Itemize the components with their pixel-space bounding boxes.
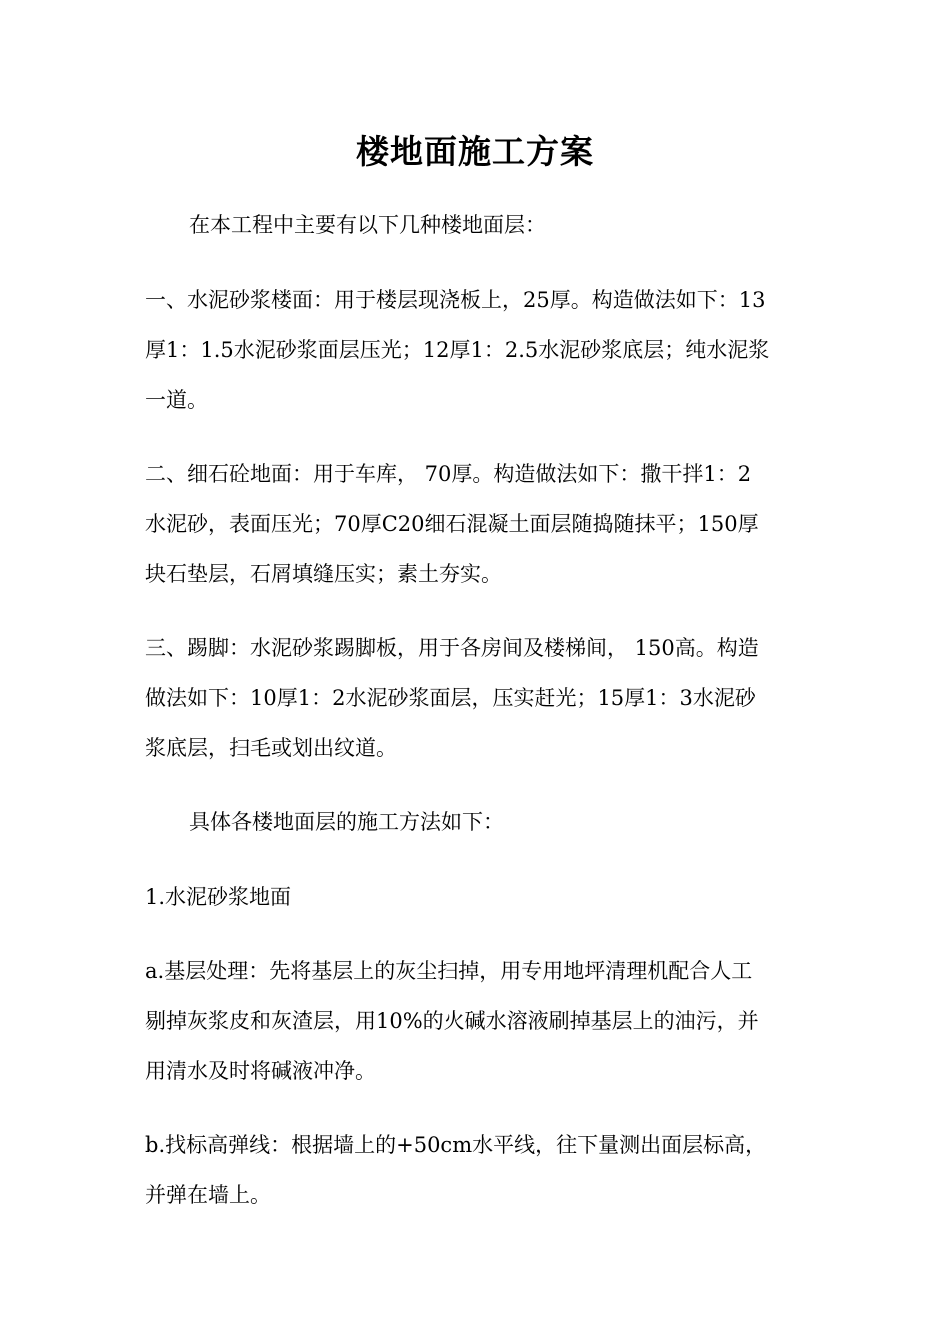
step-b-line-2: 并弹在墙上。 bbox=[145, 1183, 271, 1207]
item-1-line-1: 一、水泥砂浆楼面：用于楼层现浇板上，25厚。构造做法如下：13 bbox=[145, 288, 766, 312]
item-2-line-1: 二、细石砼地面：用于车库， 70厚。构造做法如下：撒干拌1：2 bbox=[145, 462, 752, 486]
item-2-line-3: 块石垫层，石屑填缝压实；素土夯实。 bbox=[145, 562, 502, 586]
item-3-line-1: 三、踢脚：水泥砂浆踢脚板，用于各房间及楼梯间， 150高。构造 bbox=[145, 636, 759, 660]
item-3-line-2: 做法如下：10厚1：2水泥砂浆面层，压实赶光；15厚1：3水泥砂 bbox=[145, 686, 756, 710]
item-3-paragraph bbox=[145, 623, 807, 773]
step-a-line-1: a.基层处理：先将基层上的灰尘扫掉，用专用地坪清理机配合人工 bbox=[145, 959, 753, 983]
step-a-line-2: 剔掉灰浆皮和灰渣层，用10%的火碱水溶液刷掉基层上的油污，并 bbox=[145, 1009, 759, 1033]
item-1-line-2: 厚1：1.5水泥砂浆面层压光；12厚1：2.5水泥砂浆底层；纯水泥浆 bbox=[145, 338, 770, 362]
step-a-line-3: 用清水及时将碱液冲净。 bbox=[145, 1059, 376, 1083]
methods-intro-paragraph bbox=[145, 797, 807, 847]
intro-text: 在本工程中主要有以下几种楼地面层： bbox=[189, 213, 546, 237]
item-1-paragraph bbox=[145, 275, 807, 425]
step-b-paragraph bbox=[145, 1120, 807, 1220]
step-b-line-1: b.找标高弹线：根据墙上的+50cm水平线，往下量测出面层标高， bbox=[145, 1133, 767, 1157]
intro-paragraph bbox=[145, 200, 807, 250]
section-1-heading bbox=[145, 872, 807, 922]
methods-intro-text: 具体各楼地面层的施工方法如下： bbox=[189, 810, 504, 834]
item-1-line-3: 一道。 bbox=[145, 388, 208, 412]
step-a-paragraph bbox=[145, 946, 807, 1096]
item-3-line-3: 浆底层，扫毛或划出纹道。 bbox=[145, 736, 397, 760]
document-title: 楼地面施工方案 bbox=[356, 132, 594, 171]
item-2-line-2: 水泥砂，表面压光；70厚C20细石混凝土面层随捣随抹平；150厚 bbox=[145, 512, 759, 536]
item-2-paragraph bbox=[145, 449, 807, 599]
section-1-heading-text: 1.水泥砂浆地面 bbox=[145, 885, 292, 909]
